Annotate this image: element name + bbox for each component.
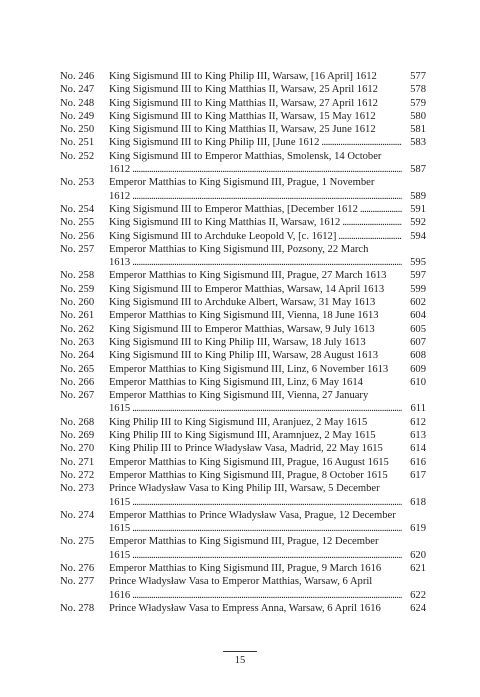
entry-page: 614	[410, 443, 426, 455]
entry-line	[109, 456, 426, 469]
dot-leader	[130, 163, 402, 176]
entry-body	[109, 336, 426, 349]
toc-entry	[60, 136, 426, 149]
entry-title: Emperor Matthias to King Sigismund III, Linz, 6 November 1613	[109, 363, 389, 375]
entry-body	[109, 562, 426, 575]
entry-number: No. 249	[60, 110, 95, 122]
entry-line	[109, 496, 426, 509]
entry-line	[109, 376, 426, 389]
entry-page: 613	[410, 430, 426, 442]
page-number: 15	[234, 655, 246, 666]
toc-entry	[60, 416, 426, 429]
entry-title: Prince Władysław Vasa to Emperor Matthias, Warsaw, 6 April	[109, 576, 373, 588]
toc-entry	[60, 296, 426, 309]
entry-body	[109, 416, 426, 429]
entry-line	[109, 402, 426, 415]
entry-title: King Sigismund III to King Matthias II, Warsaw, 27 April 1612	[109, 97, 378, 109]
entry-title: 1615	[109, 496, 131, 508]
entry-line	[109, 243, 426, 256]
entry-title: Emperor Matthias to King Sigismund III, Prague, 16 August 1615	[109, 456, 389, 468]
entry-line	[109, 176, 426, 189]
toc-entry	[60, 376, 426, 389]
entry-page: 618	[410, 496, 426, 508]
entry-line	[109, 190, 426, 203]
toc-entry	[60, 203, 426, 216]
entry-line	[109, 110, 426, 123]
entry-number: No. 261	[60, 310, 95, 322]
entry-page: 602	[410, 297, 426, 309]
entry-number: No. 272	[60, 469, 95, 481]
toc-entry	[60, 429, 426, 442]
entry-page: 619	[410, 523, 426, 535]
entry-page: 608	[410, 350, 426, 362]
entry-title: King Sigismund III to Emperor Matthias, Warsaw, 14 April 1613	[109, 283, 385, 295]
entry-number: No. 270	[60, 443, 95, 455]
entry-body	[109, 376, 426, 389]
entry-body	[109, 283, 426, 296]
toc-entry	[60, 230, 426, 243]
entry-title: 1615	[109, 549, 131, 561]
entry-number: No. 247	[60, 84, 95, 96]
entry-line	[109, 363, 426, 376]
entry-line	[109, 549, 426, 562]
dot-leader	[130, 589, 402, 602]
entry-line	[109, 575, 426, 588]
entry-page: 594	[410, 230, 426, 242]
entry-page: 595	[410, 257, 426, 269]
entry-body	[109, 602, 426, 615]
entry-title: King Sigismund III to Emperor Matthias, [December 1612	[109, 203, 358, 215]
entry-number: No. 274	[60, 509, 95, 521]
entry-title: King Sigismund III to King Matthias II, Warsaw, 1612	[109, 217, 341, 229]
entry-page: 577	[410, 71, 426, 82]
entry-line	[109, 203, 426, 216]
entry-body	[109, 70, 426, 83]
entry-title: King Sigismund III to King Philip III, Warsaw, 18 July 1613	[109, 336, 366, 348]
entry-page: 583	[410, 137, 426, 149]
toc-entry	[60, 602, 426, 615]
entry-line	[109, 216, 426, 229]
entry-body	[109, 243, 426, 270]
entry-title: King Sigismund III to King Philip III, [June 1612	[109, 137, 320, 149]
entry-body	[109, 469, 426, 482]
entry-number: No. 262	[60, 323, 95, 335]
entry-number: No. 256	[60, 230, 95, 242]
entry-page: 607	[410, 336, 426, 348]
entry-page: 624	[410, 602, 426, 614]
entry-number: No. 265	[60, 363, 95, 375]
entry-line	[109, 97, 426, 110]
toc-entry	[60, 243, 426, 270]
entry-line	[109, 535, 426, 548]
dot-leader	[130, 256, 402, 269]
entry-line	[109, 349, 426, 362]
entry-number: No. 248	[60, 97, 95, 109]
entry-page: 580	[410, 110, 426, 122]
entry-line	[109, 269, 426, 282]
entry-number: No. 246	[60, 71, 95, 82]
entry-line	[109, 230, 426, 243]
entry-title: King Sigismund III to Emperor Matthias, Warsaw, 9 July 1613	[109, 323, 375, 335]
entry-body	[109, 123, 426, 136]
entry-page: 611	[410, 403, 426, 415]
entry-body	[109, 216, 426, 229]
entry-title: King Sigismund III to King Philip III, Warsaw, 28 August 1613	[109, 350, 378, 362]
entry-line	[109, 589, 426, 602]
toc-entry	[60, 110, 426, 123]
dot-leader	[340, 216, 402, 229]
entry-page: 620	[410, 549, 426, 561]
entry-page: 581	[410, 124, 426, 136]
entry-body	[109, 230, 426, 243]
entry-title: King Sigismund III to Archduke Leopold V, [c. 1612]	[109, 230, 337, 242]
entry-line	[109, 83, 426, 96]
entry-body	[109, 429, 426, 442]
dot-leader	[358, 203, 402, 216]
entry-line	[109, 416, 426, 429]
entry-line	[109, 442, 426, 455]
entry-body	[109, 97, 426, 110]
toc-entry	[60, 323, 426, 336]
entry-number: No. 264	[60, 350, 95, 362]
entry-title: Emperor Matthias to Prince Władysław Vasa, Prague, 12 December	[109, 509, 396, 521]
dot-leader	[130, 496, 402, 509]
toc-entry	[60, 269, 426, 282]
dot-leader	[130, 549, 402, 562]
entry-page: 610	[410, 376, 426, 388]
entry-body	[109, 442, 426, 455]
entry-page: 579	[410, 97, 426, 109]
entry-body	[109, 363, 426, 376]
entry-body	[109, 509, 426, 536]
entry-title: King Sigismund III to King Matthias II, Warsaw, 25 April 1612	[109, 84, 378, 96]
entry-title: Prince Władysław Vasa to Empress Anna, Warsaw, 6 April 1616	[109, 602, 381, 614]
entry-line	[109, 336, 426, 349]
entry-line	[109, 469, 426, 482]
entry-number: No. 267	[60, 390, 95, 402]
entry-number: No. 278	[60, 602, 95, 614]
entry-number: No. 258	[60, 270, 95, 282]
dot-leader	[319, 136, 402, 149]
entry-page: 609	[410, 363, 426, 375]
entry-line	[109, 296, 426, 309]
dot-leader	[130, 522, 402, 535]
entry-line	[109, 150, 426, 163]
toc-entry	[60, 469, 426, 482]
entry-body	[109, 269, 426, 282]
toc-entry	[60, 97, 426, 110]
entry-title: King Sigismund III to Archduke Albert, Warsaw, 31 May 1613	[109, 297, 376, 309]
entry-title: 1615	[109, 403, 131, 415]
entry-number: No. 276	[60, 562, 95, 574]
footer-rule	[223, 651, 257, 652]
entry-page: 578	[410, 84, 426, 96]
toc-entry	[60, 150, 426, 177]
entry-number: No. 275	[60, 536, 95, 548]
entry-number: No. 263	[60, 336, 95, 348]
entry-number: No. 253	[60, 177, 95, 189]
entry-title: Emperor Matthias to King Sigismund III, Prague, 1 November	[109, 177, 375, 189]
entry-body	[109, 323, 426, 336]
entry-page: 597	[410, 270, 426, 282]
entry-page: 617	[410, 469, 426, 481]
toc-entry	[60, 349, 426, 362]
entry-page: 605	[410, 323, 426, 335]
toc-entry	[60, 535, 426, 562]
entry-page: 592	[410, 217, 426, 229]
entry-title: King Sigismund III to Emperor Matthias, Smolensk, 14 October	[109, 150, 382, 162]
entry-line	[109, 509, 426, 522]
entry-title: King Philip III to King Sigismund III, Aramnjuez, 2 May 1615	[109, 430, 376, 442]
entry-page: 591	[410, 203, 426, 215]
entry-line	[109, 522, 426, 535]
entry-body	[109, 110, 426, 123]
entry-number: No. 266	[60, 376, 95, 388]
toc-entry	[60, 309, 426, 322]
entry-page: 587	[410, 164, 426, 176]
entry-body	[109, 176, 426, 203]
entry-title: 1613	[109, 257, 131, 269]
entry-title: King Sigismund III to King Philip III, Warsaw, [16 April] 1612	[109, 71, 377, 82]
entry-page: 616	[410, 456, 426, 468]
entry-line	[109, 602, 426, 615]
entry-line	[109, 256, 426, 269]
entry-number: No. 269	[60, 430, 95, 442]
toc-entry	[60, 283, 426, 296]
entry-body	[109, 136, 426, 149]
toc-entry	[60, 70, 426, 83]
entry-body	[109, 389, 426, 416]
entry-page: 612	[410, 416, 426, 428]
entry-title: Emperor Matthias to King Sigismund III, Prague, 8 October 1615	[109, 469, 388, 481]
entry-number: No. 254	[60, 203, 95, 215]
entry-line	[109, 123, 426, 136]
dot-leader	[336, 230, 402, 243]
entry-number: No. 255	[60, 217, 95, 229]
entry-line	[109, 283, 426, 296]
entry-title: 1612	[109, 190, 131, 202]
toc-entry	[60, 456, 426, 469]
entry-page: 621	[410, 562, 426, 574]
entry-body	[109, 83, 426, 96]
entry-body	[109, 309, 426, 322]
entry-number: No. 277	[60, 576, 95, 588]
entry-page: 599	[410, 283, 426, 295]
entry-page: 622	[410, 589, 426, 601]
entry-line	[109, 163, 426, 176]
toc-entry	[60, 363, 426, 376]
entry-number: No. 252	[60, 150, 95, 162]
toc-entry	[60, 216, 426, 229]
entry-body	[109, 349, 426, 362]
toc-entry	[60, 83, 426, 96]
toc-entry	[60, 389, 426, 416]
table-of-contents	[60, 70, 426, 615]
entry-body	[109, 203, 426, 216]
entry-title: Emperor Matthias to King Sigismund III, Vienna, 27 January	[109, 390, 369, 402]
entry-body	[109, 150, 426, 177]
entry-body	[109, 535, 426, 562]
entry-title: King Sigismund III to King Matthias II, Warsaw, 25 June 1612	[109, 124, 376, 136]
entry-title: 1612	[109, 164, 131, 176]
entry-body	[109, 482, 426, 509]
toc-entry	[60, 575, 426, 602]
entry-title: King Philip III to King Sigismund III, Aranjuez, 2 May 1615	[109, 416, 368, 428]
entry-title: Emperor Matthias to King Sigismund III, Linz, 6 May 1614	[109, 376, 363, 388]
dot-leader	[130, 190, 402, 203]
entry-title: Emperor Matthias to King Sigismund III, Prague, 9 March 1616	[109, 562, 382, 574]
entry-line	[109, 429, 426, 442]
toc-entry	[60, 442, 426, 455]
entry-body	[109, 296, 426, 309]
entry-page: 589	[410, 190, 426, 202]
entry-title: 1615	[109, 523, 131, 535]
entry-number: No. 260	[60, 297, 95, 309]
entry-body	[109, 575, 426, 602]
entry-line	[109, 389, 426, 402]
toc-entry	[60, 123, 426, 136]
toc-entry	[60, 482, 426, 509]
entry-number: No. 271	[60, 456, 95, 468]
dot-leader	[130, 402, 402, 415]
entry-line	[109, 562, 426, 575]
entry-number: No. 250	[60, 124, 95, 136]
entry-body	[109, 456, 426, 469]
entry-title: Prince Władysław Vasa to King Philip III, Warsaw, 5 December	[109, 483, 380, 495]
toc-entry	[60, 336, 426, 349]
entry-number: No. 268	[60, 416, 95, 428]
entry-line	[109, 323, 426, 336]
entry-line	[109, 309, 426, 322]
entry-page: 604	[410, 310, 426, 322]
entry-number: No. 259	[60, 283, 95, 295]
entry-title: Emperor Matthias to King Sigismund III, Prague, 12 December	[109, 536, 379, 548]
entry-line	[109, 482, 426, 495]
toc-entry	[60, 176, 426, 203]
entry-line	[109, 136, 426, 149]
entry-number: No. 257	[60, 243, 95, 255]
entry-title: Emperor Matthias to King Sigismund III, Vienna, 18 June 1613	[109, 310, 379, 322]
entry-title: Emperor Matthias to King Sigismund III, Pozsony, 22 March	[109, 243, 369, 255]
entry-title: Emperor Matthias to King Sigismund III, Prague, 27 March 1613	[109, 270, 387, 282]
entry-line	[109, 70, 426, 83]
toc-entry	[60, 509, 426, 536]
entry-title: 1616	[109, 589, 131, 601]
entry-title: King Philip III to Prince Władysław Vasa, Madrid, 22 May 1615	[109, 443, 383, 455]
entry-title: King Sigismund III to King Matthias II, Warsaw, 15 May 1612	[109, 110, 376, 122]
entry-number: No. 251	[60, 137, 95, 149]
entry-number: No. 273	[60, 483, 95, 495]
toc-entry	[60, 562, 426, 575]
